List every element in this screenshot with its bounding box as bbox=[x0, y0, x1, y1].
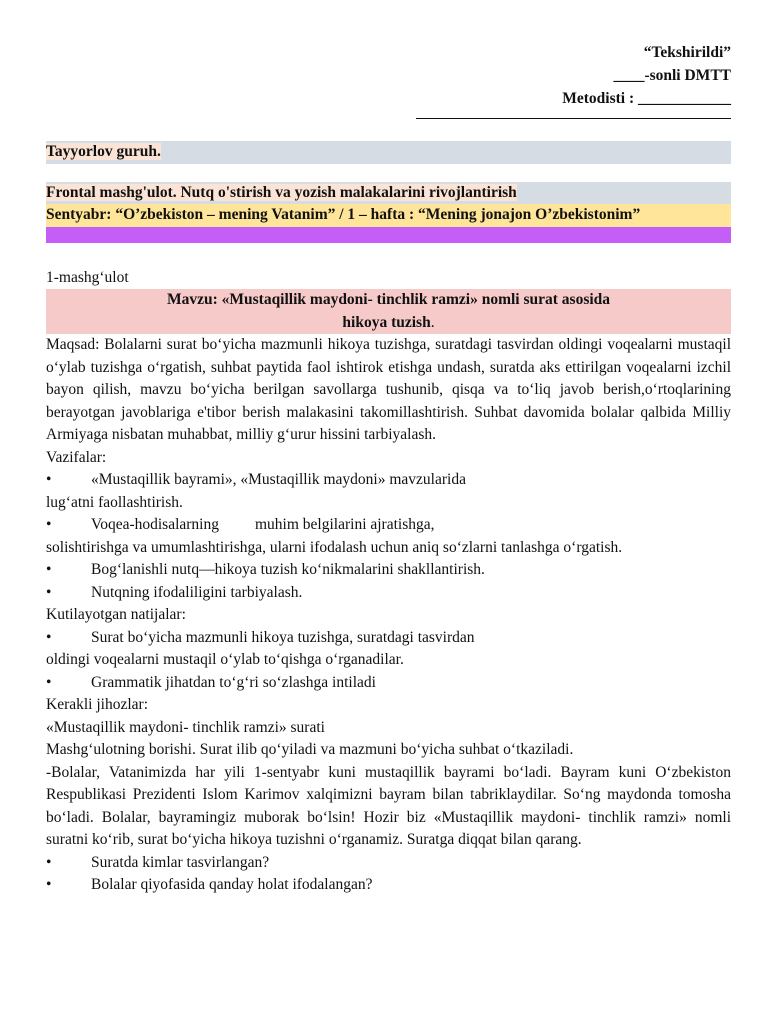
list-item: • Nutqning ifodaliligini tarbiyalash. bbox=[46, 583, 303, 601]
topic-line-2: hikoya tuzish. bbox=[342, 313, 435, 331]
teacher-speech: -Bolalar, Vatanimizda har yili 1-sentyabr kuni mustaqillik bayrami bo‘ladi. Bayram kuni O‘zbekiston Respublikasi Prezidenti Islom Karimov xalqimizni bayram bilan tabriklaydilar. So‘ng maydonda tomosha bo‘ladi. Bolalar, bayramingiz muborak bo‘lsin! Hozir biz «Mustaqillik maydoni- tinchlik ramzi» nomli suratni ko‘rib, surat bo‘yicha hikoya tuzishni o‘rganamiz. Suratga diqqat bilan qarang. bbox=[46, 763, 731, 848]
topic-block bbox=[46, 289, 731, 334]
expected-results-title: Kutilayotgan natijalar: bbox=[46, 606, 186, 623]
frontal-bar bbox=[46, 182, 731, 205]
list-item-continuation: lug‘atni faollashtirish. bbox=[46, 493, 183, 511]
equipment-title: Kerakli jihozlar: bbox=[46, 696, 148, 713]
methodist-line: Metodisti : ____________ bbox=[562, 90, 731, 107]
approval-title: “Tekshirildi” bbox=[643, 44, 731, 61]
list-item: • Surat bo‘yicha mazmunli hikoya tuzishga, suratdagi tasvirdan bbox=[46, 628, 475, 646]
document-page bbox=[46, 41, 731, 897]
lesson-procedure: Mashg‘ulotning borishi. Surat ilib qo‘yiladi va mazmuni bo‘yicha suhbat o‘tkaziladi. bbox=[46, 741, 574, 758]
equipment-item: «Mustaqillik maydoni- tinchlik ramzi» surati bbox=[46, 718, 325, 736]
list-item-continuation: solishtirishga va umumlashtirishga, ularni ifodalash uchun aniq so‘zlarni tanlashga o‘rgatish. bbox=[46, 538, 623, 556]
question-item: • Suratda kimlar tasvirlangan? bbox=[46, 853, 270, 871]
list-item: • Grammatik jihatdan to‘g‘ri so‘zlashga intiladi bbox=[46, 673, 376, 691]
lesson-number: 1-mashg‘ulot bbox=[46, 268, 129, 286]
list-item: • Bog‘lanishli nutq—hikoya tuzish ko‘nikmalarini shakllantirish. bbox=[46, 561, 485, 578]
dmtt-number-line: ____-sonli DMTT bbox=[613, 67, 731, 84]
group-label: Tayyorlov guruh. bbox=[46, 143, 161, 160]
question-item: • Bolalar qiyofasida qanday holat ifodalangan? bbox=[46, 876, 373, 893]
group-bar bbox=[46, 141, 731, 164]
list-item-continuation: oldingi voqealarni mustaqil o‘ylab to‘qishga o‘rganadilar. bbox=[46, 651, 404, 668]
list-item: • Voqea-hodisalarning muhim belgilarini ajratishga, bbox=[46, 516, 435, 533]
goal-paragraph: Maqsad: Bolalarni surat bo‘yicha mazmunli hikoya tuzishga, suratdagi tasvirdan oldingi voqealarni mustaqil o‘ylab tuzishga o‘rgatish, suhbat paytida faol ishtirok etishga undash, suratda aks ettirilgan voqealarni izchil bayon qilish, mavzu bo‘yicha berilgan savollarga tushunib, qisqa va to‘liq javob berish,o‘rtoqlarining berayotgan javoblariga e'tibor berish malakasini takomillashtirish. Suhbat davomida bolalar qalbida Milliy Armiyaga nisbatan muhabbat, milliy g‘urur hissini tarbiyalash. bbox=[46, 336, 731, 443]
list-item: • «Mustaqillik bayrami», «Mustaqillik maydoni» mavzularida bbox=[46, 471, 466, 488]
tasks-title: Vazifalar: bbox=[46, 448, 107, 466]
purple-divider bbox=[46, 227, 731, 243]
theme-line: Sentyabr: “O’zbekiston – mening Vatanim” / 1 – hafta : “Mening jonajon O’zbekistonim” bbox=[46, 204, 731, 227]
approval-header bbox=[46, 41, 731, 119]
frontal-lesson-title: Frontal mashg'ulot. Nutq o'stirish va yozish malakalarini rivojlantirish bbox=[46, 183, 517, 201]
topic-line-1: Mavzu: «Mustaqillik maydoni- tinchlik ramzi» nomli surat asosida bbox=[166, 291, 611, 308]
